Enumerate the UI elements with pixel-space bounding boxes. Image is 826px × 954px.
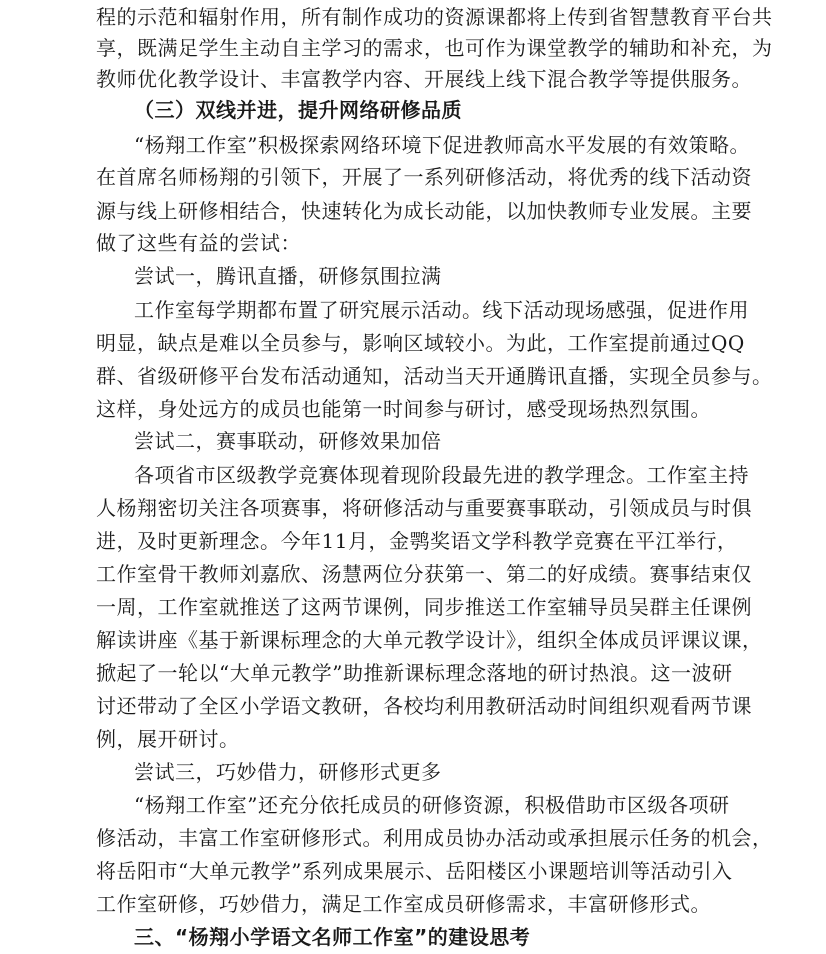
paragraph-line: 群、省级研修平台发布活动通知，活动当天开通腾讯直播，实现全员参与。 [96, 364, 773, 388]
paragraph-line: 工作室每学期都布置了研究展示活动。线下活动现场感强，促进作用 [134, 298, 749, 322]
paragraph-line: 解读讲座《基于新课标理念的大单元教学设计》，组织全体成员评课议课， [96, 628, 763, 652]
paragraph-line: 教师优化教学设计、丰富教学内容、开展线上线下混合教学等提供服务。 [96, 67, 752, 91]
section-heading: 三、“杨翔小学语文名师工作室”的建设思考 [134, 925, 531, 949]
paragraph-line: “杨翔工作室”积极探索网络环境下促进教师高水平发展的有效策略。 [134, 133, 750, 157]
paragraph-line: 进，及时更新理念。今年11月，金鹗奖语文学科教学竞赛在平江举行， [96, 529, 738, 553]
subheading: 尝试一，腾讯直播，研修氛围拉满 [134, 264, 442, 288]
paragraph-line: 工作室研修，巧妙借力，满足工作室成员研修需求，丰富研修形式。 [96, 892, 711, 916]
paragraph-line: 修活动，丰富工作室研修形式。利用成员协办活动或承担展示任务的机会， [96, 826, 773, 850]
paragraph-line: 程的示范和辐射作用，所有制作成功的资源课都将上传到省智慧教育平台共 [96, 5, 773, 29]
paragraph-line: 在首席名师杨翔的引领下，开展了一系列研修活动，将优秀的线下活动资 [96, 165, 752, 189]
paragraph-line: 例，展开研讨。 [96, 727, 240, 751]
paragraph-line: 一周，工作室就推送了这两节课例，同步推送工作室辅导员吴群主任课例 [96, 595, 752, 619]
paragraph-line: 讨还带动了全区小学语文教研，各校均利用教研活动时间组织观看两节课 [96, 694, 752, 718]
subheading: 尝试二，赛事联动，研修效果加倍 [134, 429, 442, 453]
paragraph-line: 掀起了一轮以“大单元教学”助推新课标理念落地的研讨热浪。这一波研 [96, 661, 733, 685]
paragraph-line: 享，既满足学生主动自主学习的需求，也可作为课堂教学的辅助和补充，为 [96, 36, 773, 60]
paragraph-line: 做了这些有益的尝试： [96, 231, 301, 255]
paragraph-line: 各项省市区级教学竞赛体现着现阶段最先进的教学理念。工作室主持 [134, 463, 749, 487]
paragraph-line: 明显，缺点是难以全员参与，影响区域较小。为此，工作室提前通过QQ [96, 331, 745, 355]
paragraph-line: 将岳阳市“大单元教学”系列成果展示、岳阳楼区小课题培训等活动引入 [96, 859, 733, 883]
paragraph-line: 源与线上研修相结合，快速转化为成长动能，以加快教师专业发展。主要 [96, 199, 752, 223]
subheading: 尝试三，巧妙借力，研修形式更多 [134, 760, 442, 784]
paragraph-line: 工作室骨干教师刘嘉欣、汤慧两位分获第一、第二的好成绩。赛事结束仅 [96, 562, 752, 586]
paragraph-line: “杨翔工作室”还充分依托成员的研修资源，积极借助市区级各项研 [134, 793, 730, 817]
section-heading: （三）双线并进，提升网络研修品质 [134, 98, 462, 122]
paragraph-line: 人杨翔密切关注各项赛事，将研修活动与重要赛事联动，引领成员与时俱 [96, 496, 752, 520]
paragraph-line: 这样，身处远方的成员也能第一时间参与研讨，感受现场热烈氛围。 [96, 397, 711, 421]
